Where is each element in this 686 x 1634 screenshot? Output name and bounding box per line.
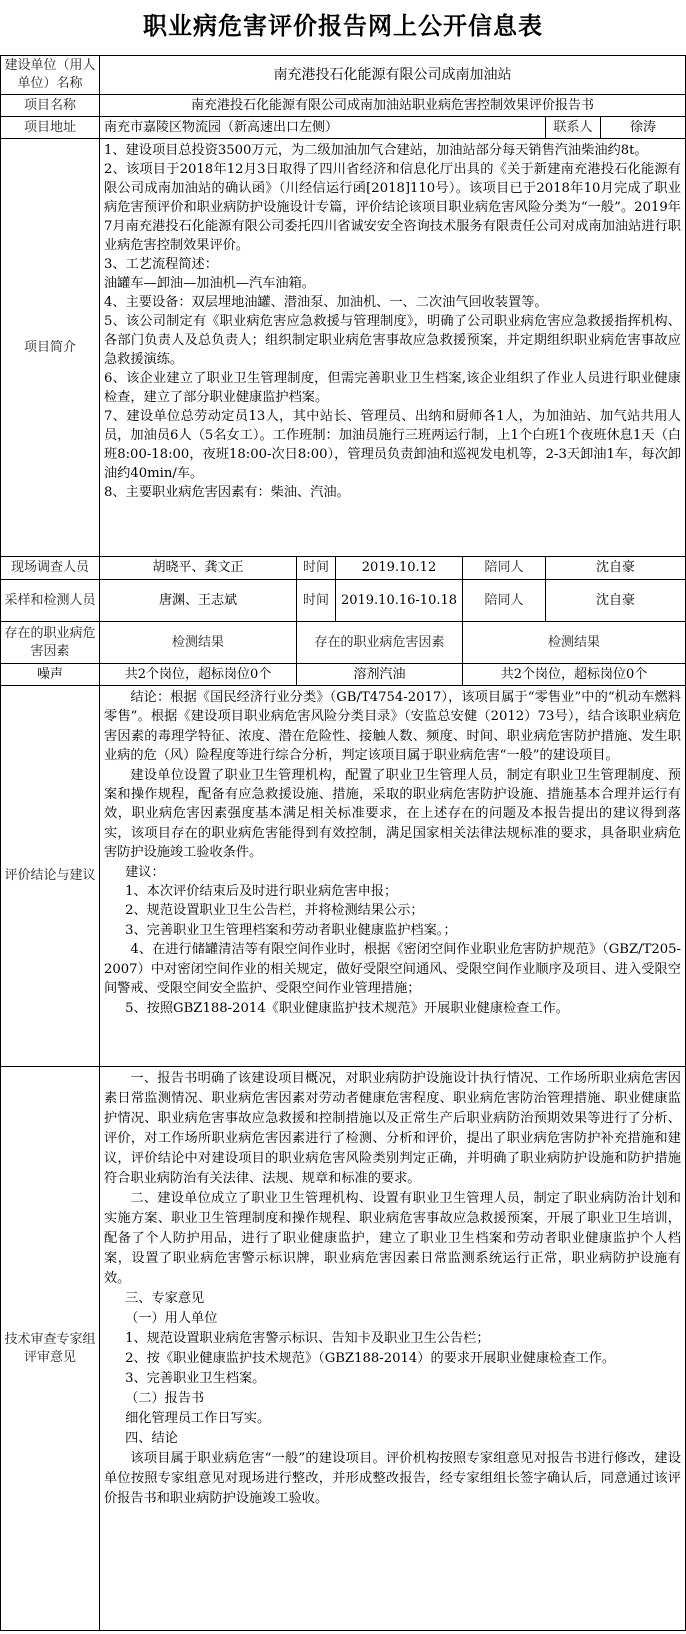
expert-paragraph: 一、报告书明确了该建设项目概况，对职业病防护设施设计执行情况、工作场所职业病危害因素日常监测情况、职业病危害因素对劳动者健康危害程度、职业病危害防治管理措施、职业健康监护情况、职业病危害事故应急救援和控制措施以及正常生产后职业病防治预期效果等进行了分析、评价，对工作场所职业病危害因素进行了检测、分析和评价，提出了职业病危害防护补充措施和建议，评价结论中对建设项目的职业病危害风险类别判定正确，并明确了职业病防护设施和防护措施符合职业病防治有关法律、法规、规章和标准的要求。: [104, 1071, 681, 1186]
expert-heading: 四、结论: [125, 1431, 178, 1446]
suggestion-title: 建议：: [125, 864, 165, 880]
project-address: 南充市嘉陵区物流园（新高速出口左侧）: [99, 116, 546, 139]
project-intro: [99, 138, 686, 557]
survey-date: 2019.10.12: [335, 556, 463, 580]
project-name-label: 项目名称: [0, 94, 100, 117]
hazard-factor-header-left: 存在的职业病危害因素: [0, 621, 100, 664]
detection-result-header-left: 检测结果: [99, 621, 297, 664]
solvent-result: 共2个岗位，超标岗位0个: [462, 663, 686, 686]
intro-label: 项目简介: [0, 138, 100, 557]
survey-companion: 沈自豪: [545, 556, 686, 580]
sampling-staff-label: 采样和检测人员: [0, 579, 100, 622]
sampling-companion: 沈自豪: [545, 579, 686, 622]
suggestion-item: 2、规范设置职业卫生公告栏，并将检测结果公示；: [125, 903, 424, 919]
info-table: [0, 55, 686, 1631]
intro-paragraph: 3、工艺流程简述：: [104, 257, 218, 272]
sampling-time-label: 时间: [296, 579, 336, 622]
conclusion-label: 评价结论与建议: [0, 685, 100, 1067]
sampling-staff: 唐渊、王志斌: [99, 579, 297, 622]
conclusion-paragraph: 结论：根据《国民经济行业分类》（GB/T4754-2017），该项目属于“零售业”中的“机动车燃料零售”。根据《建设项目职业病危害风险分类目录》（安监总安健（2012）73号），结合该职业病危害因素的毒理学特征、浓度、潜在危险性、接触人数、频度、时间、职业病危害防护措施、发生职业病的危（风）险程度等进行综合分析，判定该项目属于职业病危害“一般”的建设项目。: [104, 690, 681, 764]
noise-result: 共2个岗位，超标岗位0个: [99, 663, 297, 686]
expert-item: 1、规范设置职业病危害警示标识、告知卡及职业卫生公告栏；: [125, 1331, 490, 1346]
hazard-solvent-gasoline: 溶剂汽油: [296, 663, 463, 686]
contact-person: 徐涛: [600, 116, 686, 139]
expert-review-label: 技术审查专家组评审意见: [0, 1066, 100, 1631]
intro-paragraph: 7、建设单位总劳动定员13人，其中站长、管理员、出纳和厨师各1人，为加油站、加气站共用人员，加油员6人（5名女工）。工作班制：加油员施行三班两运行制，上1个白班1个夜班休息1天（白班8:00-18:00，夜班18:00-次日8:00），管理员负责卸油和巡视发电机等，2-3天卸油1车，每次卸油约40min/车。: [104, 409, 681, 481]
expert-subheading: （一）用人单位: [125, 1311, 218, 1326]
intro-paragraph: 2、该项目于2018年12月3日取得了四川省经济和信息化厅出具的《关于新建南充港投石化能源有限公司成南加油站的确认函》（川经信运行函[2018]110号）。该项目已于2018年10月完成了职业病危害预评价和职业病防护设施设计专篇，评价结论该项目职业病危害风险分类为“一般”。2019年7月南充港投石化能源有限公司委托四川省诚安安全咨询技术服务有限责任公司对成南加油站进行职业病危害控制效果评价。: [104, 162, 681, 253]
expert-item: 2、按《职业健康监护技术规范》（GBZ188-2014）的要求开展职业健康检查工作。: [125, 1351, 616, 1366]
survey-staff: 胡晓平、龚文正: [99, 556, 297, 580]
survey-time-label: 时间: [296, 556, 336, 580]
hazard-noise: 噪声: [0, 663, 100, 686]
suggestion-item: 3、完善职业卫生管理档案和劳动者职业健康监护档案。；: [125, 922, 457, 938]
unit-name: 南充港投石化能源有限公司成南加油站: [99, 55, 686, 95]
expert-item: 3、完善职业卫生档案。: [125, 1371, 266, 1386]
unit-label: 建设单位（用人单位）名称: [0, 55, 100, 95]
intro-paragraph: 油罐车—卸油—加油机—汽车油箱。: [104, 276, 315, 291]
survey-staff-label: 现场调查人员: [0, 556, 100, 580]
sampling-date: 2019.10.16-10.18: [335, 579, 463, 622]
contact-label: 联系人: [545, 116, 601, 139]
project-name: 南充港投石化能源有限公司成南加油站职业病危害控制效果评价报告书: [99, 94, 686, 117]
intro-paragraph: 5、该公司制定有《职业病危害应急救援与管理制度》，明确了公司职业病危害应急救援指挥机构、各部门负责人及总负责人；组织制定职业病危害事故应急救援预案，并定期组织职业病危害事故应急救援演练。: [104, 314, 681, 367]
intro-paragraph: 1、建设项目总投资3500万元，为二级加油加气合建站，加油站部分每天销售汽油柴油约8t。: [104, 143, 648, 158]
expert-heading: 三、专家意见: [125, 1291, 205, 1306]
expert-paragraph: 二、建设单位成立了职业卫生管理机构、设置有职业卫生管理人员，制定了职业病防治计划和实施方案、职业卫生管理制度和操作规程、职业病危害事故应急救援预案，开展了职业卫生培训，配备了个人防护用品，进行了职业健康监护，建立了职业卫生档案和劳动者职业健康监护个人档案，设置了职业病危害警示标识牌，职业病危害因素日常监测系统运行正常，职业病防护设施有效。: [104, 1191, 681, 1286]
page-title: 职业病危害评价报告网上公开信息表: [143, 12, 543, 40]
conclusion-paragraph: 建设单位设置了职业卫生管理机构，配置了职业卫生管理人员，制定有职业卫生管理制度、预案和操作规程，配备有应急救援设施、措施，采取的职业病危害防护设施、措施基本合理并运行有效，职业病危害因素强度基本满足相关标准要求，在上述存在的问题及本报告提出的建议得到落实，该项目存在的职业病危害能得到有效控制，满足国家相关法律法规标准的要求，具备职业病危害防护设施竣工验收条件。: [104, 767, 681, 861]
address-label: 项目地址: [0, 116, 100, 139]
expert-subheading: （二）报告书: [125, 1391, 205, 1406]
suggestion-item: 4、在进行储罐清洁等有限空间作业时，根据《密闭空间作业职业危害防护规范》（GBZ/T205-2007）中对密闭空间作业的相关规定，做好受限空间通风、受限空间作业顺序及项目、进入受限空间警戒、受限空间安全监护、受限空间作业管理措施；: [104, 942, 681, 997]
intro-paragraph: 4、主要设备：双层埋地油罐、潜油泵、加油机、一、二次油气回收装置等。: [104, 295, 548, 310]
suggestion-item: 5、按照GBZ188-2014《职业健康监护技术规范》开展职业健康检查工作。: [125, 1000, 569, 1016]
survey-companion-label: 陪同人: [462, 556, 546, 580]
hazard-factor-header-right: 存在的职业病危害因素: [296, 621, 463, 664]
conclusion-content: [99, 685, 686, 1067]
expert-item: 细化管理员工作日写实。: [125, 1411, 271, 1426]
intro-paragraph: 8、主要职业病危害因素有：柴油、汽油。: [104, 485, 350, 500]
sampling-companion-label: 陪同人: [462, 579, 546, 622]
expert-review-content: [99, 1066, 686, 1631]
intro-paragraph: 6、该企业建立了职业卫生管理制度，但需完善职业卫生档案,该企业组织了作业人员进行职业健康检查，建立了部分职业健康监护档案。: [104, 371, 681, 405]
detection-result-header-right: 检测结果: [462, 621, 686, 664]
suggestion-item: 1、本次评价结束后及时进行职业病危害申报；: [125, 884, 398, 900]
expert-paragraph: 该项目属于职业病危害“一般”的建设项目。评价机构按照专家组意见对报告书进行修改，建设单位按照专家组意见对现场进行整改，并形成整改报告，经专家组组长签字确认后，同意通过该评价报告书和职业病防护设施竣工验收。: [104, 1451, 681, 1506]
